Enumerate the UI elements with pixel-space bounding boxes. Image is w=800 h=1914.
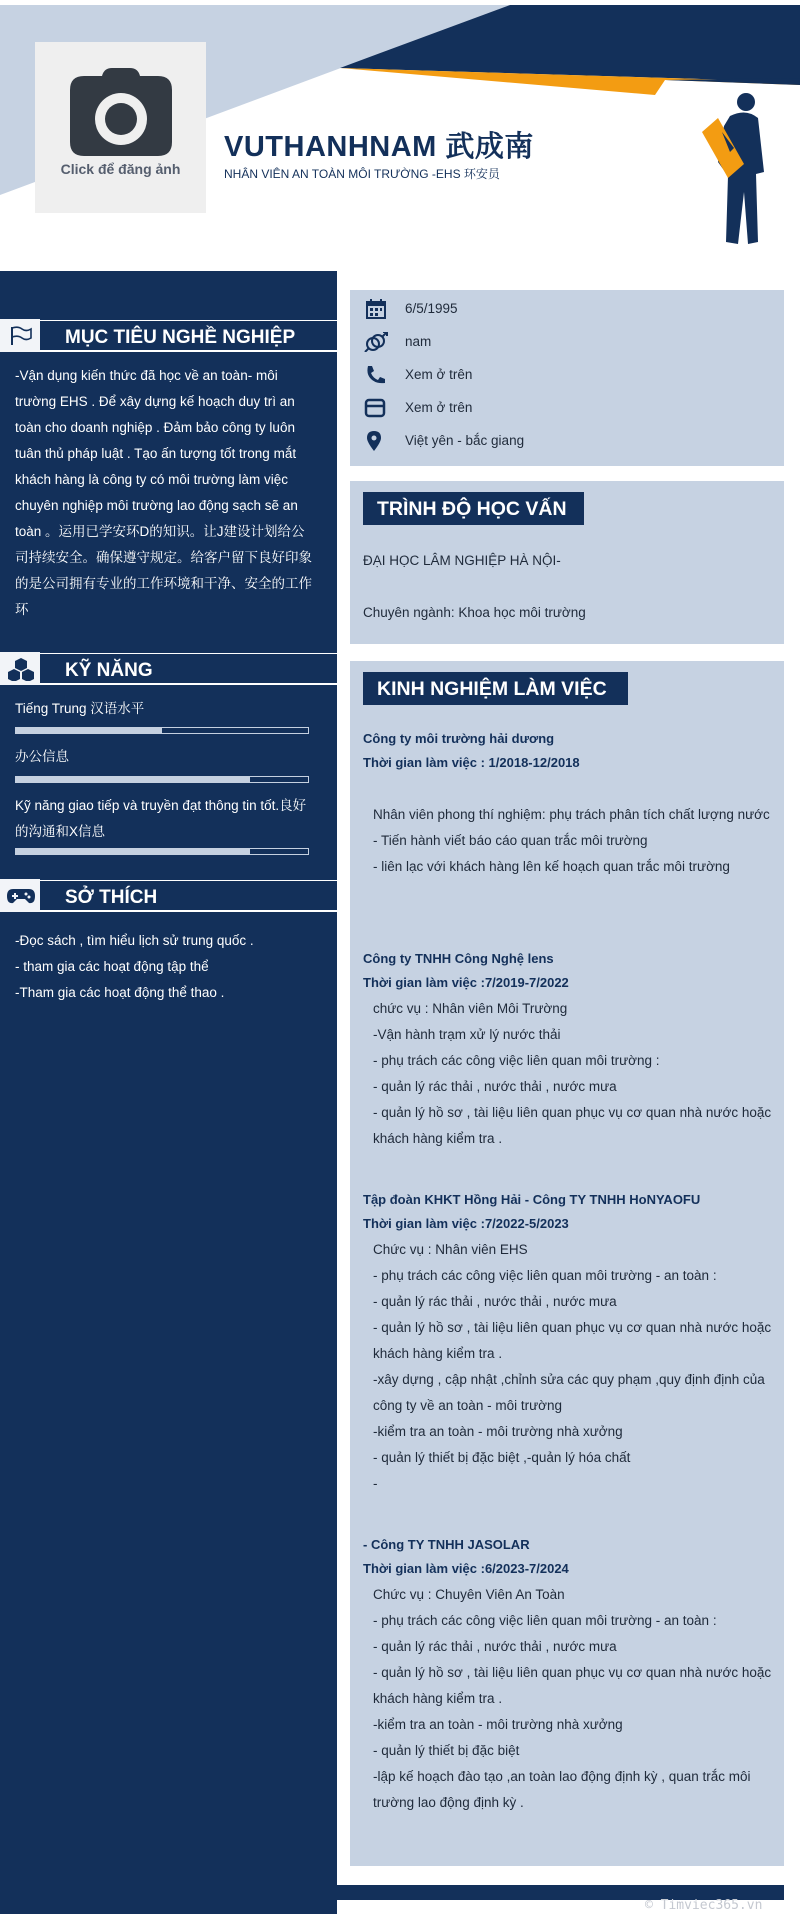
company-name: Công ty môi trường hải dương	[363, 731, 555, 746]
info-email	[350, 391, 784, 424]
camera-icon	[70, 68, 172, 156]
candidate-name: VUTHANHNAM 武成南	[224, 131, 534, 163]
education-major: Chuyên ngành: Khoa học môi trường	[363, 605, 586, 620]
education-box	[350, 481, 784, 644]
duty-line: -lập kế hoạch đào tạo ,an toàn lao động định kỳ , quan trắc môi trường lao động định kỳ .	[373, 1769, 751, 1810]
work-period: Thời gian làm việc : 1/2018-12/2018	[363, 755, 580, 770]
skill-label: Tiếng Trung 汉语水平	[15, 701, 145, 716]
duty-line: -kiểm tra an toàn - môi trường nhà xưởng	[373, 1717, 623, 1732]
duty-line: Chức vụ : Nhân viên EHS	[373, 1242, 528, 1257]
hobby-item: - tham gia các hoạt động tập thể	[15, 959, 209, 974]
info-phone	[350, 358, 784, 391]
duty-line: - phụ trách các công việc liên quan môi trường - an toàn :	[373, 1613, 717, 1628]
duty-line: - quản lý rác thải , nước thải , nước mưa	[373, 1639, 617, 1654]
duty-line: - liên lạc với khách hàng lên kế hoạch quan trắc môi trường	[373, 859, 730, 874]
skill-level-bar	[15, 776, 309, 783]
duty-line: Nhân viên phong thí nghiệm: phụ trách phân tích chất lượng nước	[373, 807, 770, 822]
duty-line: - quản lý thiết bị đặc biệt ,-quản lý hóa chất	[373, 1450, 631, 1465]
gender-icon	[364, 332, 388, 352]
watermark: © Timviec365.vn	[645, 1898, 763, 1913]
experience-header	[363, 672, 628, 705]
info-address	[350, 424, 784, 457]
work-period: Thời gian làm việc :6/2023-7/2024	[363, 1561, 569, 1576]
phone-icon	[364, 365, 388, 385]
work-period: Thời gian làm việc :7/2022-5/2023	[363, 1216, 569, 1231]
company-name: Công ty TNHH Công Nghệ lens	[363, 951, 554, 966]
hobbies-title: SỞ THÍCH	[65, 887, 158, 908]
hobbies-section-header	[0, 879, 337, 912]
experience-box	[350, 661, 784, 1866]
duty-line: - Tiến hành viết báo cáo quan trắc môi trường	[373, 833, 648, 848]
duty-line: - quản lý thiết bị đặc biệt	[373, 1743, 520, 1758]
duty-line: - phụ trách các công việc liên quan môi trường :	[373, 1053, 660, 1068]
job-duties	[373, 996, 773, 1152]
skills-title: KỸ NĂNG	[65, 660, 153, 681]
education-school: ĐẠI HỌC LÂM NGHIỆP HÀ NỘI-	[363, 553, 561, 568]
experience-title: KINH NGHIỆM LÀM VIỆC	[377, 678, 607, 700]
job-duties	[373, 1582, 773, 1816]
info-text: 6/5/1995	[405, 301, 458, 316]
objective-title: MỤC TIÊU NGHỀ NGHIỆP	[65, 327, 296, 348]
info-birthdate	[350, 292, 784, 325]
company-name: - Công TY TNHH JASOLAR	[363, 1537, 530, 1552]
work-period: Thời gian làm việc :7/2019-7/2022	[363, 975, 569, 990]
skill-label: 办公信息	[15, 749, 69, 764]
duty-line: - quản lý rác thải , nước thải , nước mưa	[373, 1079, 617, 1094]
skill-label: Kỹ năng giao tiếp và truyền đạt thông tin tốt.良好的沟通和X信息	[15, 798, 307, 839]
skills-section-header	[0, 652, 337, 685]
info-text: nam	[405, 334, 432, 349]
photo-caption: Click để đăng ảnh	[60, 161, 181, 177]
job-duties	[373, 1237, 773, 1497]
hobby-item: -Tham gia các hoạt động thể thao .	[15, 985, 225, 1000]
objective-section-header	[0, 319, 337, 352]
education-header	[363, 492, 584, 525]
objective-text: -Vận dụng kiến thức đã học về an toàn- môi trường EHS . Để xây dựng kế hoạch duy trì an toàn cho doanh nghiệp . Đảm bảo công ty luôn tuân thủ pháp luật . Tạo ấn tượng tốt trong mắt khách hàng là công ty có môi trường làm việc chuyên nghiệp môi trường lao động sạch sẽ an toàn 。运用已学安环D的知识。让J建设计划给公司持续安全。确保遵守规定。给客户留下良好印象的是公司拥有专业的工作环境和干净、安全的工作环	[15, 368, 312, 617]
info-text: Xem ở trên	[405, 367, 473, 382]
job-duties	[373, 802, 773, 880]
duty-line: chức vụ : Nhân viên Môi Trường	[373, 1001, 568, 1016]
duty-line: - quản lý hồ sơ , tài liệu liên quan phục vụ cơ quan nhà nước hoặc khách hàng kiểm tra .	[373, 1320, 772, 1361]
candidate-job-title: NHÂN VIÊN AN TOÀN MÔI TRƯỜNG -EHS 环安员	[224, 167, 500, 181]
personal-info-box	[350, 290, 784, 466]
profile-photo-placeholder[interactable]	[35, 42, 206, 213]
company-name: Tập đoàn KHKT Hồng Hải - Công TY TNHH HoNYAOFU	[363, 1192, 701, 1207]
email-icon	[364, 398, 388, 418]
flag-icon	[9, 326, 33, 346]
worker-silhouette-icon	[700, 92, 770, 248]
left-sidebar	[0, 271, 337, 1914]
duty-line: Chức vụ : Chuyên Viên An Toàn	[373, 1587, 565, 1602]
info-text: Xem ở trên	[405, 400, 473, 415]
duty-line: - quản lý hồ sơ , tài liệu liên quan phục vụ cơ quan nhà nước hoặc khách hàng kiểm tra .	[373, 1105, 772, 1146]
gamepad-icon	[7, 888, 35, 904]
duty-line: - quản lý rác thải , nước thải , nước mưa	[373, 1294, 617, 1309]
duty-line: -xây dựng , cập nhật ,chỉnh sửa các quy phạm ,quy định định của công ty về an toàn - môi trường	[373, 1372, 765, 1413]
info-gender	[350, 325, 784, 358]
info-text: Việt yên - bắc giang	[405, 433, 525, 448]
calendar-icon	[364, 299, 388, 319]
skill-level-bar	[15, 848, 309, 855]
hobby-item: -Đọc sách , tìm hiểu lịch sử trung quốc .	[15, 933, 254, 948]
duty-line: - quản lý hồ sơ , tài liệu liên quan phục vụ cơ quan nhà nước hoặc khách hàng kiểm tra .	[373, 1665, 772, 1706]
duty-line: - phụ trách các công việc liên quan môi trường - an toàn :	[373, 1268, 717, 1283]
skill-level-bar	[15, 727, 309, 734]
cubes-icon	[7, 657, 35, 681]
education-title: TRÌNH ĐỘ HỌC VẤN	[377, 498, 567, 520]
duty-line: -	[373, 1476, 378, 1491]
duty-line: -kiểm tra an toàn - môi trường nhà xưởng	[373, 1424, 623, 1439]
location-pin-icon	[364, 431, 388, 451]
duty-line: -Vận hành trạm xử lý nước thải	[373, 1027, 561, 1042]
